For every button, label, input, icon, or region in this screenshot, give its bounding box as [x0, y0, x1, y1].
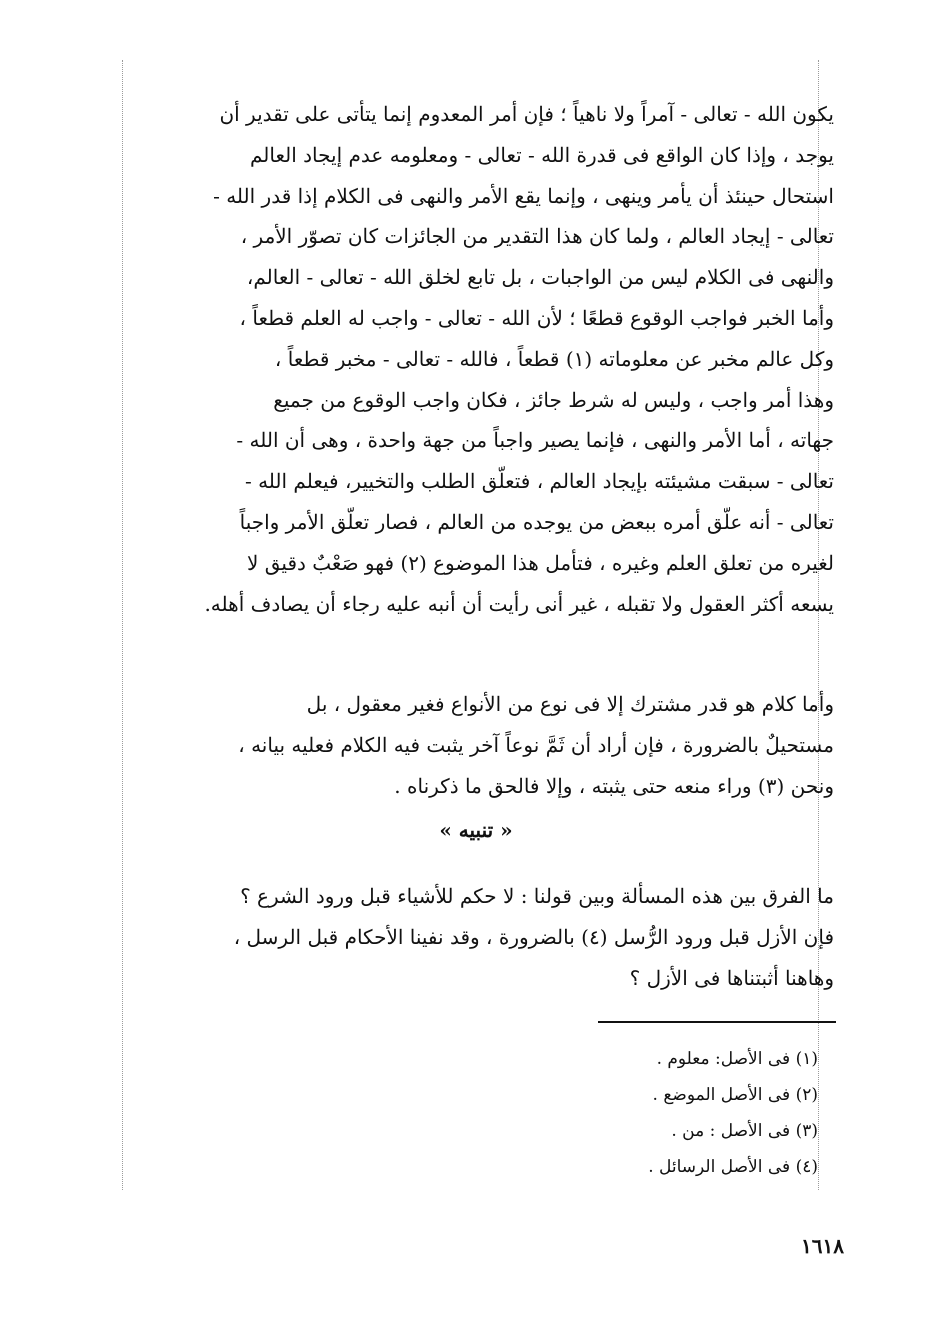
text-line: وهذا أمر واجب ، وليس له شرط جائز ، فكان واجب الوقوع من جميع [273, 387, 834, 412]
text-line: تعالى - إيجاد العالم ، ولما كان هذا التقدير من الجائزات كان تصوّر الأمر ، [240, 224, 834, 249]
text-line: والنهى فى الكلام ليس من الواجبات ، بل تابع لخلق الله - تعالى - العالم، [246, 265, 834, 290]
text-line: وكل عالم مخبر عن معلوماته (١) قطعاً ، فالله - تعالى - مخبر قطعاً ، [274, 346, 834, 371]
text-line: تعالى - أنه علّق أمره ببعض من يوجده من العالم ، فصار تعلّق الأمر واجباً [239, 509, 834, 534]
page-number: ١٦١٨ [801, 1234, 844, 1258]
text-line: يوجد ، وإذا كان الواقع فى قدرة الله - تعالى - ومعلومه عدم إيجاد العالم [249, 142, 834, 167]
third-paragraph [118, 876, 834, 998]
main-paragraph [118, 94, 834, 624]
text-line: ونحن (٣) وراء منعه حتى يثبته ، وإلا فالحق ما ذكرناه . [394, 773, 834, 798]
footnote-divider [598, 1021, 836, 1023]
text-line: ما الفرق بين هذه المسألة وبين قولنا : لا حكم للأشياء قبل ورود الشرع ؟ [240, 884, 834, 908]
footnote-item: (٢) فى الأصل الموضع . [652, 1085, 818, 1105]
footnote-item: (١) فى الأصل: معلوم . [656, 1049, 818, 1069]
text-line: فإن الأزل قبل ورود الرُّسل (٤) بالضرورة ، وقد نفينا الأحكام قبل الرسل ، [233, 924, 834, 949]
footnote-item: (٤) فى الأصل الرسائل . [648, 1157, 818, 1177]
second-paragraph [118, 684, 834, 806]
text-line: وهاهنا أثبتناها فى الأزل ؟ [629, 965, 834, 990]
text-line: وأما الخبر فواجب الوقوع قطعًا ؛ لأن الله - تعالى - واجب له العلم قطعاً ، [239, 305, 834, 330]
text-line: مستحيلٌ بالضرورة ، فإن أراد أن ثَمَّ نوعاً آخر يثبت فيه الكلام فعليه بيانه ، [238, 732, 834, 757]
text-line: تعالى - سبقت مشيئته بإيجاد العالم ، فتعلّق الطلب والتخيير، فيعلم الله - [244, 469, 834, 494]
footnote-item: (٣) فى الأصل : من . [671, 1121, 818, 1141]
text-line: وأما كلام هو قدر مشترك إلا فى نوع من الأنواع فغير معقول ، بل [306, 692, 834, 716]
section-heading: « تنبيه » [439, 818, 513, 842]
text-line: لغيره من تعلق العلم وغيره ، فتأمل هذا الموضوع (٢) فهو صَعْبٌ دقيق لا [246, 550, 834, 575]
text-line: يسعه أكثر العقول ولا تقبله ، غير أنى رأيت أن أنبه عليه رجاء أن يصادف أهله. [204, 591, 834, 616]
text-line: استحال حينئذ أن يأمر وينهى ، وإنما يقع الأمر والنهى فى الكلام إذا قدر الله - [213, 183, 834, 208]
text-line: جهاته ، أما الأمر والنهى ، فإنما يصير واجباً من جهة واحدة ، وهى أن الله - [236, 428, 834, 453]
text-line: يكون الله - تعالى - آمراً ولا ناهياً ؛ فإن أمر المعدوم إنما يتأتى على تقدير أن [219, 102, 834, 126]
footnotes [560, 1041, 818, 1185]
